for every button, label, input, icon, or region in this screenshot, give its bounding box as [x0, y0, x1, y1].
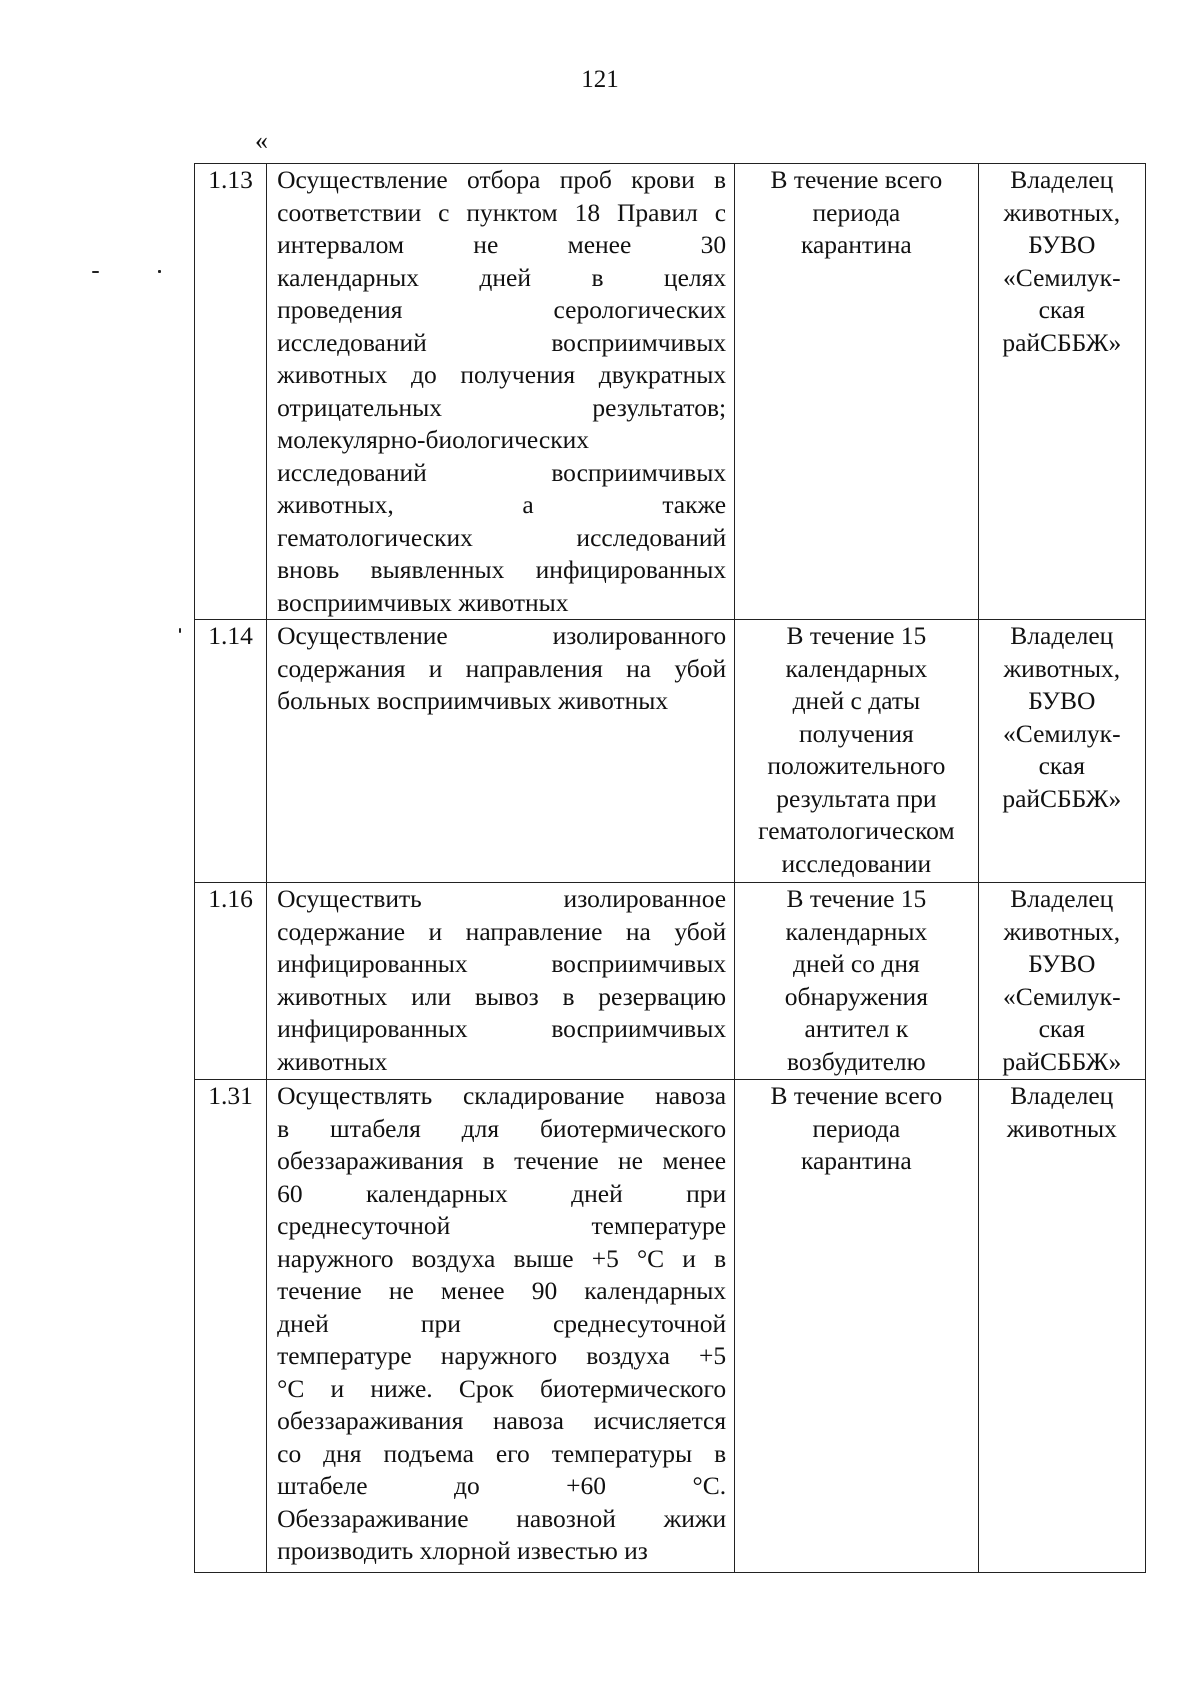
action-text-line: °С и ниже. Срок биотермического — [277, 1373, 727, 1403]
scan-speck — [158, 270, 161, 273]
action-text-line: животных или вывоз в резервацию — [277, 981, 727, 1011]
action-text-line: содержания и направления на убой — [277, 653, 727, 683]
action-text-line: отрицательных результатов; — [277, 392, 727, 422]
term-text: В течение всего периода карантина — [770, 165, 943, 259]
action-text-line: Осуществить изолированное — [277, 884, 727, 913]
page-number: 121 — [581, 66, 619, 93]
action-text-line: интервалом не менее 30 — [277, 230, 727, 259]
action-text-line: в штабеля для биотермического — [277, 1113, 727, 1143]
action-text-line: производить хлорной известью из — [277, 1536, 648, 1565]
table-row — [195, 883, 1146, 1080]
action-text-line: исследований восприимчивых — [277, 457, 727, 487]
responsible-cell — [978, 164, 1145, 620]
term-cell — [735, 620, 979, 883]
action-text-line: среднесуточной температуре — [277, 1211, 727, 1240]
action-text-line: больных восприимчивых животных — [277, 686, 669, 715]
action-text-line: Осуществление изолированного — [277, 621, 727, 650]
row-number-cell: 1.31 — [195, 1080, 267, 1573]
responsible-text: Владелец животных — [1006, 1081, 1117, 1143]
action-cell — [267, 164, 735, 620]
action-cell — [267, 1080, 735, 1573]
action-text-line: проведения серологических — [277, 295, 727, 324]
action-text-line: молекулярно-биологических — [277, 425, 589, 454]
action-text-line: 60 календарных дней при — [277, 1178, 727, 1208]
action-text-line: животных, а также — [277, 490, 727, 519]
term-cell — [735, 883, 979, 1080]
action-cell — [267, 883, 735, 1080]
action-text-line: со дня подъема его температуры в — [277, 1438, 727, 1468]
responsible-cell — [978, 620, 1145, 883]
action-text-line: штабеле до +60 °С. — [277, 1471, 727, 1500]
action-text-line: обеззараживания навоза исчисляется — [277, 1406, 727, 1435]
action-text-line: животных до получения двукратных — [277, 360, 727, 389]
table-row — [195, 620, 1146, 883]
action-text-line: наружного воздуха выше +5 °С и в — [277, 1243, 727, 1273]
scan-speck — [179, 628, 181, 633]
action-text-line: содержание и направление на убой — [277, 916, 727, 946]
term-text: В течение 15 календарных дней с даты получения положительного результата при гематологическом исследовании — [758, 621, 955, 878]
action-text-line: животных — [277, 1046, 388, 1076]
action-text-line: инфицированных восприимчивых — [277, 1014, 727, 1043]
responsible-text: Владелец животных, БУВО «Семилук- ская райСББЖ» — [1002, 884, 1122, 1076]
action-text-line: исследований восприимчивых — [277, 327, 727, 357]
action-text-line: соответствии с пунктом 18 Правил с — [277, 197, 727, 227]
scan-speck — [92, 271, 99, 273]
table-row — [195, 1080, 1146, 1573]
action-text-line: вновь выявленных инфицированных — [277, 555, 727, 584]
action-text-line: гематологических исследований — [277, 522, 727, 552]
responsible-cell — [978, 1080, 1145, 1573]
row-number-cell: 1.16 — [195, 883, 267, 1080]
term-text: В течение всего периода карантина — [770, 1081, 943, 1175]
term-cell — [735, 164, 979, 620]
action-text-line: инфицированных восприимчивых — [277, 949, 727, 978]
opening-quote-mark: « — [255, 126, 268, 155]
action-text-line: течение не менее 90 календарных — [277, 1276, 727, 1305]
action-text-line: Обеззараживание навозной жижи — [277, 1503, 727, 1533]
term-cell — [735, 1080, 979, 1573]
action-text-line: календарных дней в целях — [277, 262, 727, 292]
action-text-line: обеззараживания в течение не менее — [277, 1146, 727, 1175]
row-number-cell: 1.13 — [195, 164, 267, 620]
responsible-text: Владелец животных, БУВО «Семилук- ская райСББЖ» — [1002, 165, 1122, 357]
table-row — [195, 164, 1146, 620]
action-text-line: Осуществлять складирование навоза — [277, 1081, 727, 1110]
row-number-cell: 1.14 — [195, 620, 267, 883]
responsible-cell — [978, 883, 1145, 1080]
action-text-line: Осуществление отбора проб крови в — [277, 165, 727, 194]
action-cell — [267, 620, 735, 883]
action-text-line: температуре наружного воздуха +5 — [277, 1341, 727, 1370]
term-text: В течение 15 календарных дней со дня обнаружения антител к возбудителю — [784, 884, 928, 1076]
responsible-text: Владелец животных, БУВО «Семилук- ская райСББЖ» — [1002, 621, 1122, 813]
action-text-line: восприимчивых животных — [277, 587, 569, 617]
measures-table — [194, 163, 1146, 1573]
action-text-line: дней при среднесуточной — [277, 1308, 727, 1338]
